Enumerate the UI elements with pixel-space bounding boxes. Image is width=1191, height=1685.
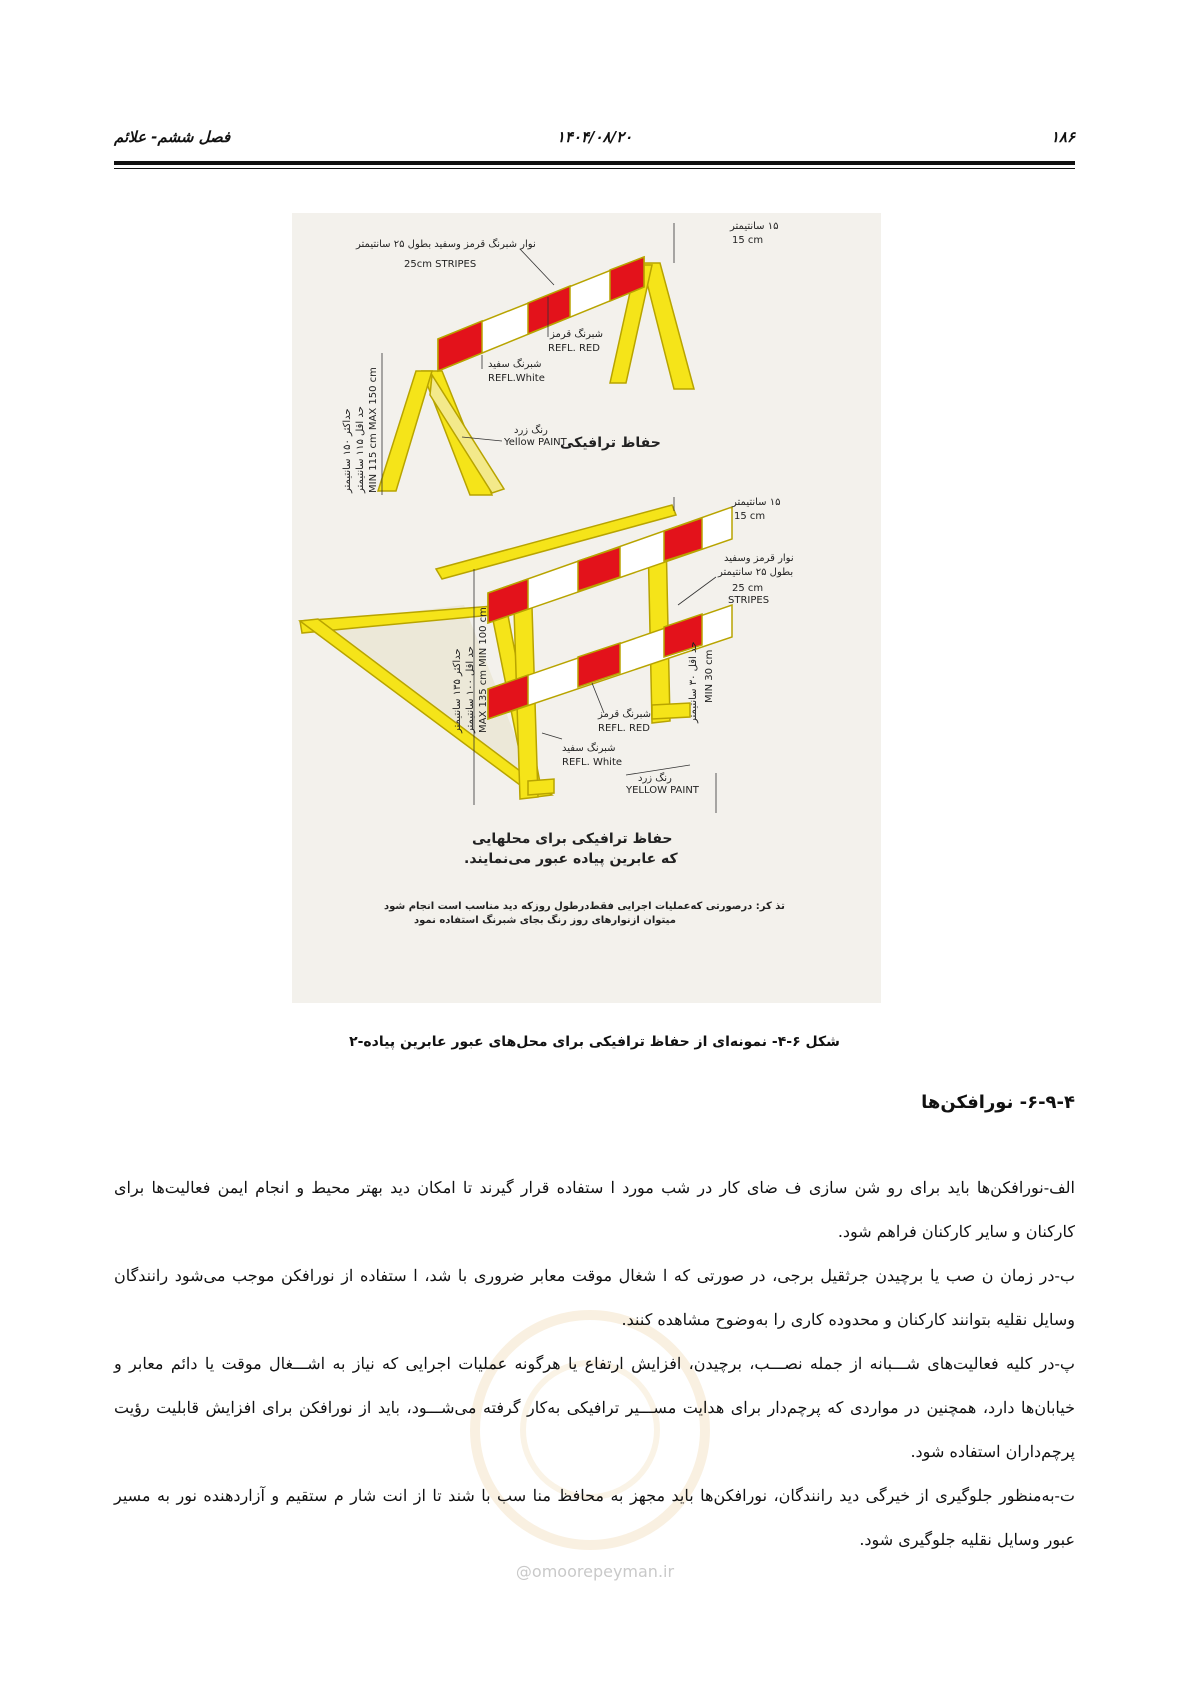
watermark-text: @omoorepeyman.ir xyxy=(515,1562,675,1581)
header-rule-thick xyxy=(114,161,1075,165)
upper-stripe-3 xyxy=(664,518,702,561)
paragraph-te: ت-به‌منظور جلوگیری از خیرگی دید رانندگان، نورافکن‌ها باید مجهز به محافظ منا سب با شند تا از انت شار م ستقیم و آزاردهنده نور به مسیر عبور وسایل نقلیه جلوگیری شود. xyxy=(114,1486,1075,1549)
bottom-yellow-label-fa: رنگ زرد xyxy=(638,773,672,784)
bottom-width-label-en: 15 cm xyxy=(734,511,766,522)
section-heading: ۶-۹-۴- نورافکن‌ها xyxy=(921,1092,1075,1113)
top-refl-white-label-fa: شبرنگ سفید xyxy=(488,359,542,370)
top-stripes-label-fa: نوار شبرنگ قرمز وسفید بطول ۲۵ سانتیمتر xyxy=(356,239,536,250)
page-number: ۱۸۶ xyxy=(1050,128,1075,146)
bottom-height-fa-max: حداکثر ۱۳۵ سانتیمتر xyxy=(452,648,463,733)
bottom-min30-en: MIN 30 cm xyxy=(704,649,715,703)
figure-caption: شکل ۶-۴- نمونه‌ای از حفاظ ترافیکی برای محل‌های عبور عابرین پیاده-۲ xyxy=(349,1034,840,1050)
top-refl-white-label-en: REFL.White xyxy=(488,373,545,384)
bottom-foot-right xyxy=(652,703,690,719)
bottom-refl-white-label-fa: شبرنگ سفید xyxy=(562,743,616,754)
top-refl-red-label-fa: شبرنگ قرمز xyxy=(550,329,603,340)
bottom-barrier xyxy=(300,505,732,799)
bottom-min30-fa: حد اقل ۳۰ سانتیمتر xyxy=(688,641,699,723)
top-width-label-fa: ۱۵ سانتیمتر xyxy=(730,221,779,232)
figure-note-2: میتوان ازنوارهای روز رنگ بجای شبرنگ استفاده نمود xyxy=(414,915,676,926)
top-barrier-name: حفاظ ترافیکی xyxy=(560,435,661,451)
bottom-stripes-label-fa-2: بطول ۲۵ سانتیمتر xyxy=(718,567,794,578)
bottom-refl-red-label-en: REFL. RED xyxy=(598,723,650,734)
top-stripe-2 xyxy=(528,286,570,334)
paragraph-alef: الف-نورافکن‌ها باید برای رو شن سازی ف ضای کار در شب مورد ا ستفاده قرار گیرند تا امکان دید بهتر محیط و انجام ایمن فعالیت‌ها برای کارکنان و سایر کارکنان فراهم شود. xyxy=(114,1178,1076,1241)
upper-stripe-2 xyxy=(578,547,620,591)
top-width-label-en: 15 cm xyxy=(732,235,764,246)
paragraph-be: ب-در زمان ن صب یا برچیدن جرثقیل برجی، در صورتی که ا شغال موقت معابر ضروری با شد، ا ستفاده از نورافکن موجب می‌شود رانندگان وسایل نقلیه بتوانند کارکنان و محدوده کاری را به‌وضوح مشاهده کنند. xyxy=(114,1266,1075,1329)
header-date: ۱۴۰۴/۰۸/۲۰ xyxy=(556,128,633,146)
top-yellow-label-en: Yellow PAINT xyxy=(504,437,567,448)
bottom-stripes-label-en-1: 25 cm xyxy=(732,583,764,594)
top-stripes-label-en: 25cm STRIPES xyxy=(404,259,477,270)
bottom-width-label-fa: ۱۵ سانتیمتر xyxy=(732,497,781,508)
bottom-height-fa-min: حد اقل ۱۰۰ سانتیمتر xyxy=(465,646,476,733)
figure-note-1: تذ کر: درصورتی که‌عملیات اجرایی فقط‌درطول روزکه دید مناسب است انجام شود xyxy=(384,901,785,912)
bottom-foot-left xyxy=(528,779,554,795)
top-yellow-label-fa: رنگ زرد xyxy=(514,425,548,436)
page-header xyxy=(114,128,1075,150)
bottom-refl-red-label-fa: شبرنگ قرمز xyxy=(598,709,651,720)
chapter-title: فصل ششم- علائم xyxy=(114,128,231,146)
bottom-yellow-label-en: YELLOW PAINT xyxy=(626,785,699,796)
header-rule-thin xyxy=(114,168,1075,169)
top-refl-red-label-en: REFL. RED xyxy=(548,343,600,354)
barrier-figure xyxy=(292,213,881,1003)
bottom-height-en: MAX 135 cm MIN 100 cm xyxy=(478,607,489,733)
top-height-fa-max: حداکثر ۱۵۰ سانتیمتر xyxy=(342,408,353,493)
top-left-back-leg xyxy=(378,371,432,491)
top-right-front-leg xyxy=(642,263,694,389)
top-height-en: MIN 115 cm MAX 150 cm xyxy=(368,367,379,493)
lower-stripe-2 xyxy=(578,643,620,687)
paragraph-pe: پ-در کلیه فعالیت‌های شـــبانه از جمله نصـــب، برچیدن، افزایش ارتفاع یا هرگونه عملیات اجرایی که نیاز به اشـــغال موقت یا دائم معابر و خیابان‌ها دارد، همچنین در مواردی که پرچم‌دار برای هدایت مســـیر ترافیکی به‌کار گرفته می‌شـــود، باید از نورافکن برای افزایش قابلیت رؤیت پرچم‌داران استفاده شود. xyxy=(114,1354,1076,1461)
bottom-barrier-title-1: حفاظ ترافیکی برای محلهایی xyxy=(472,831,673,847)
bottom-barrier-title-2: که عابرین پیاده عبور می‌نمایند. xyxy=(464,851,678,867)
top-stripe-1 xyxy=(438,321,482,371)
bottom-stripes-label-en-2: STRIPES xyxy=(728,595,770,606)
bottom-stripes-label-fa-1: نوار قرمز وسفید xyxy=(724,553,794,564)
bottom-refl-white-label-en: REFL. White xyxy=(562,757,623,768)
top-height-fa-min: حد اقل ۱۱۵ سانتیمتر xyxy=(355,406,366,493)
